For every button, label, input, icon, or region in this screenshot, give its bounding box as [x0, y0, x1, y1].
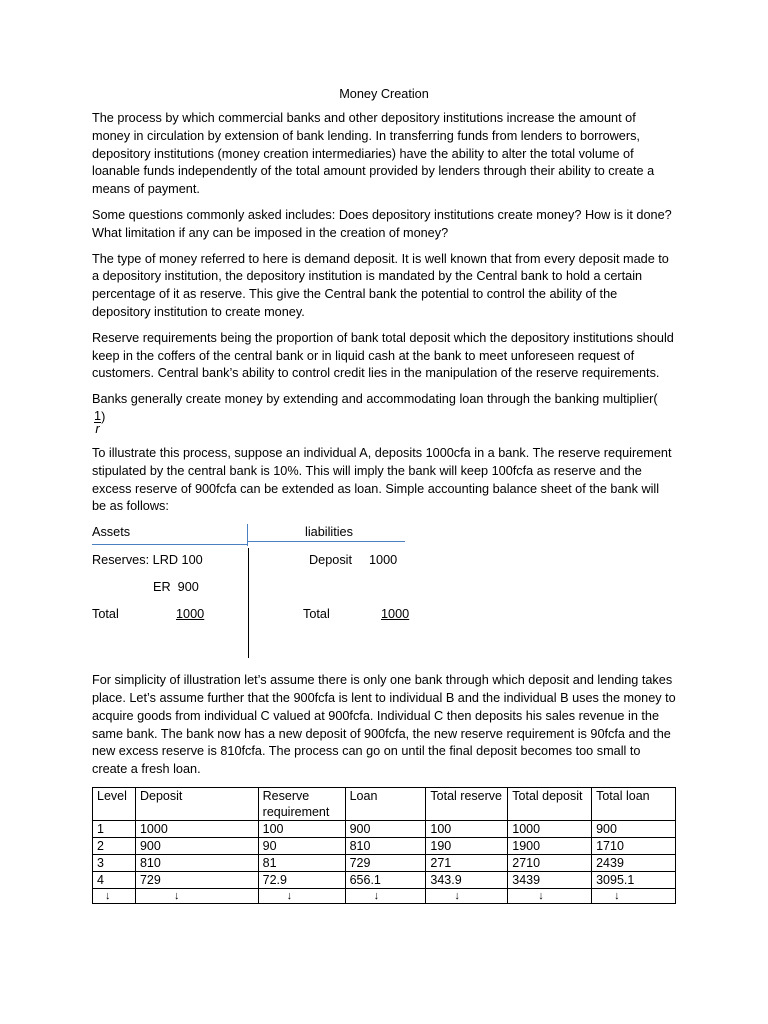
down-arrow-icon: ↓ — [614, 889, 620, 902]
excess-reserve: ER 900 — [153, 580, 199, 595]
cell-total-reserve: 343.9 — [426, 871, 508, 888]
cell-total-deposit: 1900 — [508, 837, 592, 854]
down-arrow-icon: ↓ — [286, 889, 293, 902]
cell-total-loan: 1710 — [592, 837, 676, 854]
fraction-numerator: 1 — [94, 408, 102, 423]
cell-reserve-requirement: 100 — [258, 820, 345, 837]
paragraph-demand-deposit: The type of money referred to here is demand deposit. It is well known that from every deposit made to a depository institution, the depository institution is mandated by the Central bank to hold a certain percentage of it as reserve. This give the Central bank the potential to control the ability of the depository institution to create money. — [92, 251, 669, 319]
cell-loan: 729 — [345, 854, 426, 871]
liabilities-heading: liabilities — [305, 525, 353, 540]
table-row — [93, 871, 676, 888]
fraction-denominator: r — [95, 421, 100, 436]
paragraph-simplicity: For simplicity of illustration let’s assume there is only one bank through which deposit and lending takes place. Let’s assume further that the 900fcfa is lent to individual B and the individual B uses the money to acquire goods from individual C valued at 900fcfa. Individual C then deposits his sales revenue in the same bank. The bank now has a new deposit of 900fcfa, the new reserve requirement is 90fcfa and the new excess reserve is 810fcfa. The process can go on until the final deposit becomes too small to create a fresh loan. — [92, 673, 676, 777]
cell-reserve-requirement: 81 — [258, 854, 345, 871]
cell-deposit: 1000 — [135, 820, 258, 837]
balance-sheet-rule — [92, 544, 247, 545]
deposit-label: Deposit — [309, 553, 353, 568]
header-deposit: Deposit — [135, 787, 258, 820]
cell-reserve-requirement: 90 — [258, 837, 345, 854]
cell-level: 1 — [93, 820, 136, 837]
cell-level: 3 — [93, 854, 136, 871]
balance-sheet-divider — [248, 548, 249, 658]
down-arrow-icon: ↓ — [454, 889, 460, 902]
cell-level: 4 — [93, 871, 136, 888]
header-reserve-requirement: Reserve requirement — [258, 787, 345, 820]
table-row — [93, 820, 676, 837]
down-arrow-icon: ↓ — [373, 889, 380, 902]
document-page — [92, 84, 676, 904]
cell-total-reserve: 190 — [426, 837, 508, 854]
cell-total-deposit: 1000 — [508, 820, 592, 837]
header-total-deposit: Total deposit — [508, 787, 592, 820]
paragraph-intro: The process by which commercial banks and other depository institutions increase the amount of money in circulation by extension of bank lending. In transferring funds from lenders to borrowers, depository institutions (money creation intermediaries) have the ability to alter the total volume of loanable funds independently of the total amount provided by lenders through their ability to create a means of payment. — [92, 111, 655, 197]
cell-total-deposit: 2710 — [508, 854, 592, 871]
cell-level: 2 — [93, 837, 136, 854]
table-header-row — [93, 787, 676, 820]
liabilities-total-label: Total — [303, 607, 330, 622]
multiplier-fraction — [94, 410, 101, 435]
down-arrow-icon: ↓ — [538, 889, 544, 902]
money-creation-table — [92, 787, 676, 904]
table-row — [93, 854, 676, 871]
multiplier-text: Banks generally create money by extending and accommodating loan through the banking multiplier( — [92, 392, 658, 407]
cell-total-loan: 900 — [592, 820, 676, 837]
table-row — [93, 837, 676, 854]
assets-total-label: Total — [92, 607, 119, 622]
cell-total-reserve: 271 — [426, 854, 508, 871]
cell-loan: 656.1 — [345, 871, 426, 888]
cell-reserve-requirement: 72.9 — [258, 871, 345, 888]
assets-total-value: 1000 — [176, 607, 205, 622]
cell-loan: 810 — [345, 837, 426, 854]
header-level: Level — [93, 787, 136, 820]
cell-total-reserve: 100 — [426, 820, 508, 837]
reserves-lrd: Reserves: LRD 100 — [92, 553, 203, 568]
down-arrow-icon: ↓ — [173, 889, 180, 902]
cell-total-loan: 3095.1 — [592, 871, 676, 888]
page-title: Money Creation — [339, 87, 429, 101]
assets-heading: Assets — [92, 525, 131, 540]
cell-deposit: 900 — [135, 837, 258, 854]
paragraph-illustration: To illustrate this process, suppose an individual A, deposits 1000cfa in a bank. The reserve requirement stipulated by the central bank is 10%. This will imply the bank will keep 100fcfa as reserve and the excess reserve of 900fcfa can be extended as loan. Simple accounting balance sheet of the bank will be as follows: — [92, 445, 672, 514]
header-loan: Loan — [345, 787, 426, 820]
cell-loan: 900 — [345, 820, 426, 837]
liabilities-total-value: 1000 — [381, 607, 410, 622]
paragraph-reserve-requirements: Reserve requirements being the proportion of bank total deposit which the depository institutions should keep in the coffers of the central bank or in liquid cash at the bank to meet unforeseen request of customers. Central bank’s ability to control credit lies in the manipulation of the reserve requirements. — [92, 330, 674, 381]
multiplier-close: ) — [101, 409, 106, 424]
deposit-value: 1000 — [369, 553, 398, 568]
header-total-reserve: Total reserve — [426, 787, 508, 820]
cell-total-deposit: 3439 — [508, 871, 592, 888]
table-arrow-row — [93, 888, 676, 903]
cell-deposit: 810 — [135, 854, 258, 871]
balance-sheet-divider — [247, 524, 248, 546]
header-total-loan: Total loan — [592, 787, 676, 820]
down-arrow-icon: ↓ — [105, 889, 111, 902]
cell-deposit: 729 — [135, 871, 258, 888]
paragraph-multiplier — [92, 391, 676, 435]
paragraph-questions: Some questions commonly asked includes: Does depository institutions create money? How is it done? What limitation if any can be imposed in the creation of money? — [92, 207, 672, 240]
cell-total-loan: 2439 — [592, 854, 676, 871]
balance-sheet — [92, 524, 676, 660]
